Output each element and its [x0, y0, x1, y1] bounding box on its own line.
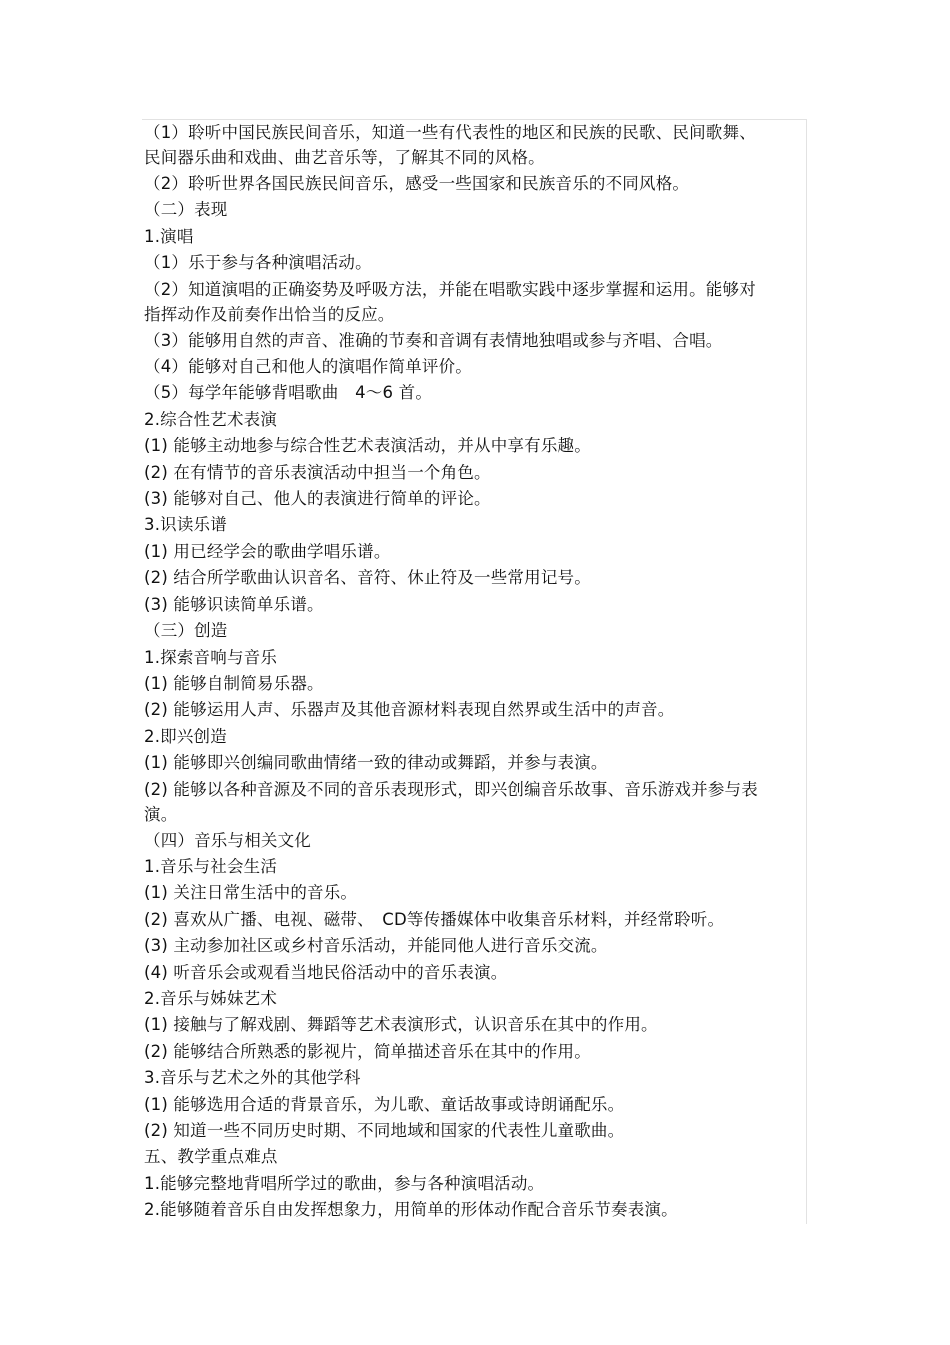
paragraph-folk-music: （1）聆听中国民族民间音乐，知道一些有代表性的地区和民族的民歌、民间歌舞、民间器乐曲和戏曲、曲艺音乐等，了解其不同的风格。 [144, 123, 756, 167]
list-item: (2) 知道一些不同历史时期、不同地域和国家的代表性儿童歌曲。 [144, 1121, 625, 1140]
subsection-heading-singing: 1.演唱 [144, 226, 194, 246]
section-heading-creation: （三）创造 [144, 621, 228, 641]
subsection-heading-sister-arts: 2.音乐与姊妹艺术 [144, 988, 278, 1008]
list-item: （2）知道演唱的正确姿势及呼吸方法，并能在唱歌实践中逐步掌握和运用。能够对指挥动作及前奏作出恰当的反应。 [144, 279, 756, 324]
list-item: (2) 能够以各种音源及不同的音乐表现形式，即兴创编音乐故事、音乐游戏并参与表演。 [144, 779, 758, 824]
list-item: (1) 接触与了解戏剧、舞蹈等艺术表演形式，认识音乐在其中的作用。 [144, 1015, 658, 1035]
list-item: (2) 喜欢从广播、电视、磁带、 CD等传播媒体中收集音乐材料，并经常聆听。 [144, 909, 725, 929]
list-item: （4）能够对自己和他人的演唱作简单评价。 [144, 357, 472, 377]
list-item: (1) 关注日常生活中的音乐。 [144, 883, 358, 903]
subsection-heading-explore-sound: 1.探索音响与音乐 [144, 647, 278, 667]
subsection-heading-social-life: 1.音乐与社会生活 [144, 856, 278, 876]
list-item: 2.能够随着音乐自由发挥想象力，用简单的形体动作配合音乐节奏表演。 [144, 1200, 678, 1220]
list-item: 1.能够完整地背唱所学过的歌曲，参与各种演唱活动。 [144, 1173, 545, 1193]
list-item: （5）每学年能够背唱歌曲 4～6 首。 [144, 383, 433, 403]
list-item: (3) 能够识读简单乐谱。 [144, 594, 324, 614]
list-item: (1) 能够即兴创编同歌曲情绪一致的律动或舞蹈，并参与表演。 [144, 753, 608, 773]
list-item: (4) 听音乐会或观看当地民俗活动中的音乐表演。 [144, 962, 508, 982]
list-item: (1) 用已经学会的歌曲学唱乐谱。 [144, 541, 391, 561]
list-item: (2) 结合所学歌曲认识音名、音符、休止符及一些常用记号。 [144, 568, 591, 588]
subsection-heading-arts-performance: 2.综合性艺术表演 [144, 409, 278, 429]
subsection-heading-improvisation: 2.即兴创造 [144, 726, 227, 746]
list-item: (2) 能够结合所熟悉的影视片，简单描述音乐在其中的作用。 [144, 1041, 591, 1061]
list-item: (1) 能够选用合适的背景音乐，为儿歌、童话故事或诗朗诵配乐。 [144, 1094, 625, 1114]
list-item: (1) 能够主动地参与综合性艺术表演活动，并从中享有乐趣。 [144, 436, 591, 456]
list-item: (1) 能够自制简易乐器。 [144, 673, 324, 693]
section-heading-performance: （二）表现 [144, 200, 228, 220]
subsection-heading-score-reading: 3.识读乐谱 [144, 515, 227, 535]
list-item: (3) 主动参加社区或乡村音乐活动，并能同他人进行音乐交流。 [144, 936, 608, 956]
section-heading-teaching-focus: 五、教学重点难点 [144, 1147, 278, 1167]
document-body [144, 120, 772, 1224]
paragraph-world-music: （2）聆听世界各国民族民间音乐，感受一些国家和民族音乐的不同风格。 [144, 174, 690, 193]
section-heading-culture: （四）音乐与相关文化 [144, 830, 311, 850]
list-item: (3) 能够对自己、他人的表演进行简单的评论。 [144, 489, 491, 509]
list-item: （3）能够用自然的声音、准确的节奏和音调有表情地独唱或参与齐唱、合唱。 [144, 330, 723, 350]
list-item: （1）乐于参与各种演唱活动。 [144, 253, 372, 273]
list-item: (2) 能够运用人声、乐器声及其他音源材料表现自然界或生活中的声音。 [144, 700, 675, 720]
subsection-heading-other-subjects: 3.音乐与艺术之外的其他学科 [144, 1068, 361, 1088]
list-item: (2) 在有情节的音乐表演活动中担当一个角色。 [144, 462, 491, 482]
